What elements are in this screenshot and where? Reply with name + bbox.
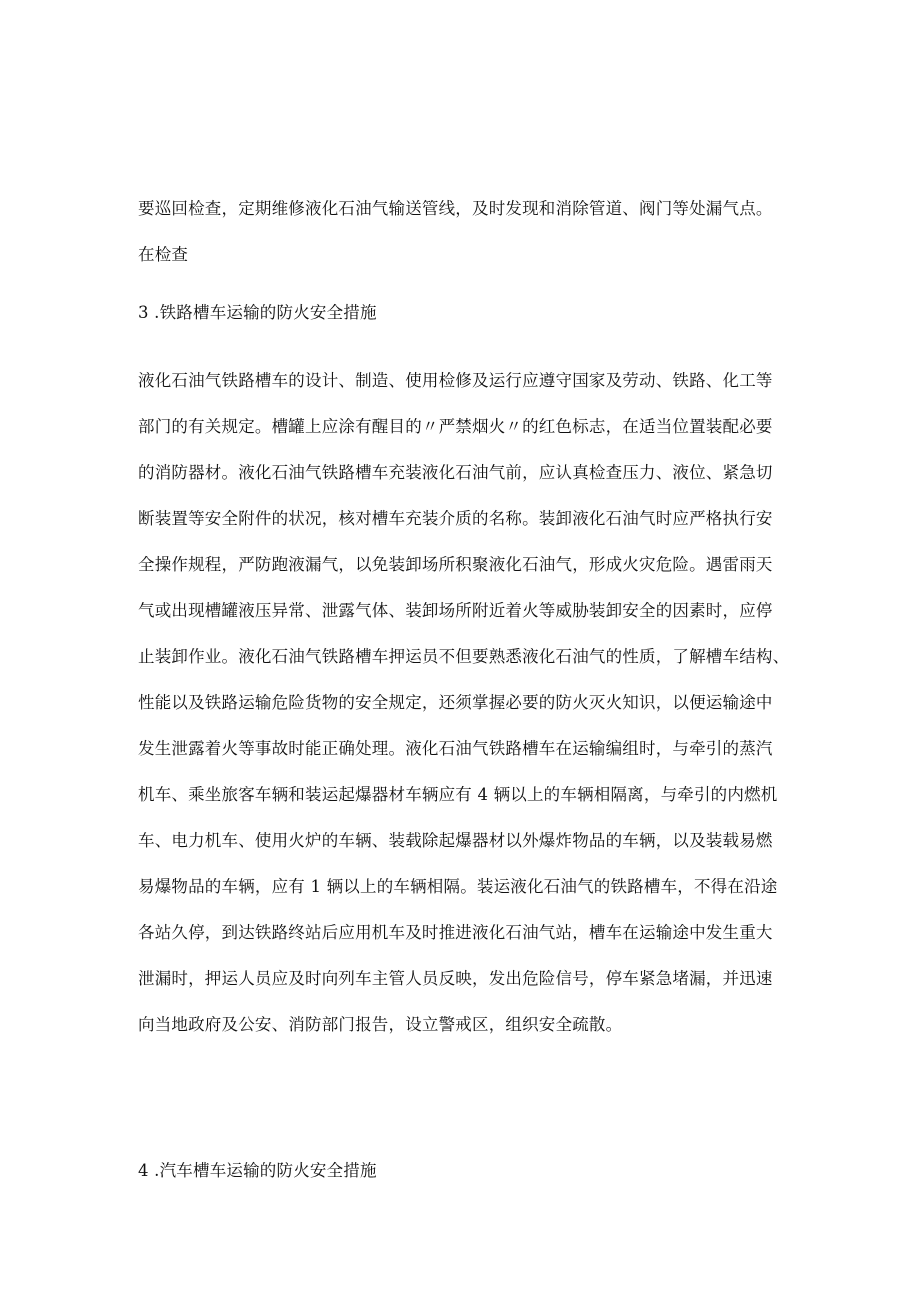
fragment-line-2: 在检查 — [138, 245, 189, 264]
section-3-line-1: 液化石油气铁路槽车的设计、制造、使用检修及运行应遵守国家及劳动、铁路、化工等 — [138, 371, 773, 390]
section-3-line-9: 发生泄露着火等事故时能正确处理。液化石油气铁路槽车在运输编组时，与牵引的蒸汽 — [138, 739, 773, 758]
section-3-line-3: 的消防器材。液化石油气铁路槽车充装液化石油气前，应认真检查压力、液位、紧急切 — [138, 463, 773, 482]
section-3-line-13: 各站久停，到达铁路终站后应用机车及时推进液化石油气站，槽车在运输途中发生重大 — [138, 923, 773, 942]
section-3-line-6: 气或出现槽罐液压异常、泄露气体、装卸场所附近着火等威胁装卸安全的因素时，应停 — [138, 601, 773, 620]
section-3-line-7: 止装卸作业。液化石油气铁路槽车押运员不但要熟悉液化石油气的性质，了解槽车结构、 — [138, 647, 790, 666]
section-3-line-8: 性能以及铁路运输危险货物的安全规定，还须掌握必要的防火灭火知识，以便运输途中 — [138, 693, 773, 712]
section-3-line-10: 机车、乘坐旅客车辆和装运起爆器材车辆应有 4 辆以上的车辆相隔离，与牵引的内燃机 — [138, 785, 778, 804]
section-3-line-4: 断装置等安全附件的状况，核对槽车充装介质的名称。装卸液化石油气时应严格执行安 — [138, 509, 773, 528]
section-4-heading: 4 .汽车槽车运输的防火安全措施 — [138, 1161, 377, 1180]
fragment-line-1: 要巡回检查，定期维修液化石油气输送管线，及时发现和消除管道、阀门等处漏气点。 — [138, 199, 773, 218]
section-3-line-12: 易爆物品的车辆，应有 1 辆以上的车辆相隔。装运液化石油气的铁路槽车，不得在沿途 — [138, 877, 778, 896]
section-3-line-15: 向当地政府及公安、消防部门报告，设立警戒区，组织安全疏散。 — [138, 1015, 623, 1034]
section-3-heading: 3 .铁路槽车运输的防火安全措施 — [138, 303, 377, 322]
section-3-line-14: 泄漏时，押运人员应及时向列车主管人员反映，发出危险信号，停车紧急堵漏，并迅速 — [138, 969, 773, 988]
section-3-line-5: 全操作规程，严防跑液漏气，以免装卸场所积聚液化石油气，形成火灾危险。遇雷雨天 — [138, 555, 773, 574]
section-3-line-11: 车、电力机车、使用火炉的车辆、装载除起爆器材以外爆炸物品的车辆，以及装载易燃 — [138, 831, 773, 850]
section-3-line-2: 部门的有关规定。槽罐上应涂有醒目的〃严禁烟火〃的红色标志，在适当位置装配必要 — [138, 417, 773, 436]
